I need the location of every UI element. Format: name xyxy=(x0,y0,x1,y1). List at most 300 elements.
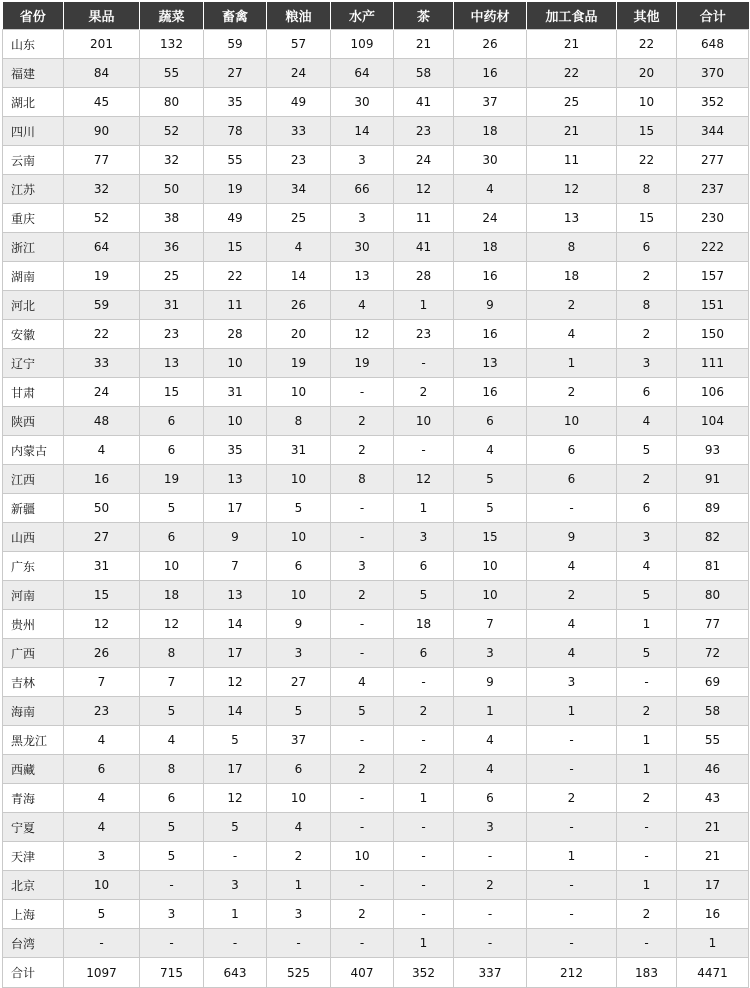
value-cell: 26 xyxy=(64,639,140,668)
value-cell: 14 xyxy=(204,697,267,726)
value-cell: 8 xyxy=(617,291,677,320)
value-cell: 52 xyxy=(64,204,140,233)
value-cell: - xyxy=(267,929,331,958)
value-cell: 18 xyxy=(527,262,617,291)
value-cell: 201 xyxy=(64,30,140,59)
value-cell: 10 xyxy=(617,88,677,117)
table-row xyxy=(3,784,749,813)
value-cell: 27 xyxy=(64,523,140,552)
value-cell: 15 xyxy=(617,117,677,146)
value-cell: 10 xyxy=(204,349,267,378)
value-cell: 23 xyxy=(64,697,140,726)
value-cell: 4 xyxy=(267,813,331,842)
value-cell: 19 xyxy=(64,262,140,291)
value-cell: 21 xyxy=(527,30,617,59)
province-cell: 福建 xyxy=(3,59,64,88)
value-cell: 2 xyxy=(267,842,331,871)
value-cell: 6 xyxy=(617,233,677,262)
value-cell: 11 xyxy=(204,291,267,320)
value-cell: 5 xyxy=(617,639,677,668)
province-cell: 甘肃 xyxy=(3,378,64,407)
value-cell: 3 xyxy=(454,639,527,668)
value-cell: 16 xyxy=(677,900,749,929)
value-cell: 4 xyxy=(64,726,140,755)
value-cell: 59 xyxy=(64,291,140,320)
value-cell: 5 xyxy=(617,436,677,465)
value-cell: 2 xyxy=(394,378,454,407)
value-cell: 12 xyxy=(140,610,204,639)
value-cell: 8 xyxy=(140,639,204,668)
value-cell: - xyxy=(527,929,617,958)
province-cell: 吉林 xyxy=(3,668,64,697)
value-cell: 18 xyxy=(140,581,204,610)
value-cell: 6 xyxy=(394,639,454,668)
table-row xyxy=(3,349,749,378)
value-cell: 15 xyxy=(454,523,527,552)
value-cell: 5 xyxy=(64,900,140,929)
value-cell: 344 xyxy=(677,117,749,146)
total-cell: 407 xyxy=(331,958,394,988)
value-cell: 21 xyxy=(677,813,749,842)
value-cell: - xyxy=(140,929,204,958)
total-cell: 525 xyxy=(267,958,331,988)
value-cell: 5 xyxy=(204,813,267,842)
value-cell: 81 xyxy=(677,552,749,581)
column-header: 中药材 xyxy=(454,2,527,30)
value-cell: - xyxy=(454,900,527,929)
value-cell: - xyxy=(394,813,454,842)
value-cell: 46 xyxy=(677,755,749,784)
value-cell: 2 xyxy=(527,378,617,407)
column-header: 粮油 xyxy=(267,2,331,30)
value-cell: 151 xyxy=(677,291,749,320)
total-row xyxy=(3,958,749,988)
value-cell: 5 xyxy=(617,581,677,610)
value-cell: - xyxy=(331,813,394,842)
value-cell: 7 xyxy=(140,668,204,697)
value-cell: 4 xyxy=(331,668,394,697)
value-cell: 41 xyxy=(394,88,454,117)
value-cell: 352 xyxy=(677,88,749,117)
value-cell: 16 xyxy=(64,465,140,494)
value-cell: 5 xyxy=(454,465,527,494)
value-cell: 52 xyxy=(140,117,204,146)
value-cell: 33 xyxy=(64,349,140,378)
value-cell: 35 xyxy=(204,436,267,465)
value-cell: 31 xyxy=(140,291,204,320)
value-cell: 23 xyxy=(394,117,454,146)
value-cell: 6 xyxy=(527,465,617,494)
province-cell: 天津 xyxy=(3,842,64,871)
value-cell: - xyxy=(331,929,394,958)
value-cell: 2 xyxy=(394,755,454,784)
value-cell: 14 xyxy=(267,262,331,291)
province-cell: 宁夏 xyxy=(3,813,64,842)
value-cell: 2 xyxy=(617,262,677,291)
value-cell: 6 xyxy=(140,784,204,813)
value-cell: 30 xyxy=(331,233,394,262)
table-row xyxy=(3,465,749,494)
value-cell: 3 xyxy=(331,146,394,175)
value-cell: 17 xyxy=(204,755,267,784)
value-cell: 14 xyxy=(331,117,394,146)
value-cell: 16 xyxy=(454,320,527,349)
value-cell: 9 xyxy=(454,668,527,697)
value-cell: 10 xyxy=(454,552,527,581)
table-row xyxy=(3,697,749,726)
value-cell: 37 xyxy=(454,88,527,117)
value-cell: 3 xyxy=(454,813,527,842)
column-header: 畜禽 xyxy=(204,2,267,30)
table-row xyxy=(3,581,749,610)
value-cell: 35 xyxy=(204,88,267,117)
value-cell: 23 xyxy=(267,146,331,175)
value-cell: 1 xyxy=(617,871,677,900)
value-cell: 50 xyxy=(64,494,140,523)
province-cell: 内蒙古 xyxy=(3,436,64,465)
value-cell: 64 xyxy=(64,233,140,262)
total-cell: 183 xyxy=(617,958,677,988)
value-cell: 30 xyxy=(331,88,394,117)
value-cell: 43 xyxy=(677,784,749,813)
value-cell: - xyxy=(331,610,394,639)
province-cell: 湖南 xyxy=(3,262,64,291)
value-cell: 6 xyxy=(140,436,204,465)
value-cell: 21 xyxy=(677,842,749,871)
province-cell: 黑龙江 xyxy=(3,726,64,755)
value-cell: 277 xyxy=(677,146,749,175)
value-cell: 4 xyxy=(331,291,394,320)
value-cell: 89 xyxy=(677,494,749,523)
value-cell: 77 xyxy=(677,610,749,639)
value-cell: 31 xyxy=(267,436,331,465)
value-cell: - xyxy=(617,668,677,697)
province-cell: 湖北 xyxy=(3,88,64,117)
value-cell: - xyxy=(617,929,677,958)
value-cell: 22 xyxy=(617,30,677,59)
table-row xyxy=(3,262,749,291)
value-cell: 3 xyxy=(527,668,617,697)
table-row xyxy=(3,175,749,204)
value-cell: 21 xyxy=(394,30,454,59)
value-cell: 77 xyxy=(64,146,140,175)
value-cell: 28 xyxy=(394,262,454,291)
value-cell: 36 xyxy=(140,233,204,262)
value-cell: 10 xyxy=(267,378,331,407)
value-cell: 10 xyxy=(394,407,454,436)
column-header: 水产 xyxy=(331,2,394,30)
province-cell: 青海 xyxy=(3,784,64,813)
value-cell: 109 xyxy=(331,30,394,59)
value-cell: 16 xyxy=(454,378,527,407)
value-cell: 5 xyxy=(140,494,204,523)
column-header: 茶 xyxy=(394,2,454,30)
value-cell: 3 xyxy=(331,204,394,233)
value-cell: 1 xyxy=(267,871,331,900)
value-cell: 22 xyxy=(204,262,267,291)
table-row xyxy=(3,755,749,784)
table-row xyxy=(3,494,749,523)
table-row xyxy=(3,233,749,262)
province-cell: 四川 xyxy=(3,117,64,146)
value-cell: 10 xyxy=(140,552,204,581)
value-cell: 22 xyxy=(617,146,677,175)
value-cell: - xyxy=(64,929,140,958)
value-cell: 20 xyxy=(617,59,677,88)
value-cell: 6 xyxy=(454,407,527,436)
table-row xyxy=(3,436,749,465)
value-cell: 6 xyxy=(140,523,204,552)
value-cell: 11 xyxy=(394,204,454,233)
value-cell: 132 xyxy=(140,30,204,59)
value-cell: 12 xyxy=(204,668,267,697)
value-cell: 25 xyxy=(267,204,331,233)
value-cell: - xyxy=(394,871,454,900)
table-row xyxy=(3,291,749,320)
value-cell: 15 xyxy=(140,378,204,407)
value-cell: 4 xyxy=(267,233,331,262)
table-row xyxy=(3,378,749,407)
value-cell: 2 xyxy=(617,320,677,349)
table-row xyxy=(3,726,749,755)
value-cell: 25 xyxy=(140,262,204,291)
value-cell: 157 xyxy=(677,262,749,291)
province-cell: 安徽 xyxy=(3,320,64,349)
value-cell: 8 xyxy=(331,465,394,494)
value-cell: 24 xyxy=(454,204,527,233)
value-cell: 17 xyxy=(204,494,267,523)
value-cell: 55 xyxy=(204,146,267,175)
value-cell: 17 xyxy=(677,871,749,900)
value-cell: 1 xyxy=(527,349,617,378)
province-cell: 山西 xyxy=(3,523,64,552)
value-cell: 57 xyxy=(267,30,331,59)
value-cell: 12 xyxy=(331,320,394,349)
value-cell: 2 xyxy=(617,697,677,726)
value-cell: 2 xyxy=(617,900,677,929)
value-cell: 28 xyxy=(204,320,267,349)
total-cell: 337 xyxy=(454,958,527,988)
table-row xyxy=(3,59,749,88)
value-cell: 6 xyxy=(617,494,677,523)
value-cell: 50 xyxy=(140,175,204,204)
value-cell: 10 xyxy=(454,581,527,610)
province-cell: 云南 xyxy=(3,146,64,175)
table-row xyxy=(3,407,749,436)
value-cell: 91 xyxy=(677,465,749,494)
province-cell: 贵州 xyxy=(3,610,64,639)
table-row xyxy=(3,610,749,639)
province-cell: 陕西 xyxy=(3,407,64,436)
table-row xyxy=(3,842,749,871)
table-row xyxy=(3,204,749,233)
value-cell: 12 xyxy=(64,610,140,639)
value-cell: 23 xyxy=(140,320,204,349)
value-cell: 1 xyxy=(527,697,617,726)
value-cell: 5 xyxy=(140,813,204,842)
value-cell: - xyxy=(527,726,617,755)
value-cell: 6 xyxy=(267,552,331,581)
total-label: 合计 xyxy=(3,958,64,988)
value-cell: 1 xyxy=(527,842,617,871)
value-cell: 25 xyxy=(527,88,617,117)
header-row xyxy=(3,2,749,30)
total-cell: 4471 xyxy=(677,958,749,988)
table-row xyxy=(3,523,749,552)
value-cell: 26 xyxy=(267,291,331,320)
value-cell: 80 xyxy=(677,581,749,610)
value-cell: 4 xyxy=(454,755,527,784)
value-cell: 237 xyxy=(677,175,749,204)
value-cell: 4 xyxy=(454,436,527,465)
value-cell: 16 xyxy=(454,262,527,291)
column-header: 其他 xyxy=(617,2,677,30)
value-cell: - xyxy=(140,871,204,900)
value-cell: 12 xyxy=(394,465,454,494)
value-cell: 8 xyxy=(617,175,677,204)
value-cell: 3 xyxy=(64,842,140,871)
value-cell: - xyxy=(394,668,454,697)
value-cell: 78 xyxy=(204,117,267,146)
value-cell: 9 xyxy=(454,291,527,320)
value-cell: 2 xyxy=(331,900,394,929)
value-cell: 13 xyxy=(140,349,204,378)
value-cell: 2 xyxy=(331,407,394,436)
value-cell: - xyxy=(394,842,454,871)
value-cell: 104 xyxy=(677,407,749,436)
value-cell: - xyxy=(331,871,394,900)
value-cell: 4 xyxy=(454,726,527,755)
value-cell: 3 xyxy=(204,871,267,900)
value-cell: - xyxy=(527,871,617,900)
value-cell: 90 xyxy=(64,117,140,146)
value-cell: 8 xyxy=(527,233,617,262)
value-cell: 22 xyxy=(64,320,140,349)
table-row xyxy=(3,813,749,842)
value-cell: 32 xyxy=(64,175,140,204)
value-cell: 13 xyxy=(204,465,267,494)
province-cell: 北京 xyxy=(3,871,64,900)
value-cell: 27 xyxy=(267,668,331,697)
value-cell: 6 xyxy=(454,784,527,813)
value-cell: 2 xyxy=(454,871,527,900)
value-cell: 4 xyxy=(454,175,527,204)
value-cell: 58 xyxy=(394,59,454,88)
total-cell: 352 xyxy=(394,958,454,988)
value-cell: 2 xyxy=(394,697,454,726)
value-cell: 5 xyxy=(454,494,527,523)
value-cell: 8 xyxy=(267,407,331,436)
value-cell: - xyxy=(527,813,617,842)
value-cell: 5 xyxy=(394,581,454,610)
total-cell: 212 xyxy=(527,958,617,988)
value-cell: 55 xyxy=(140,59,204,88)
value-cell: 10 xyxy=(267,465,331,494)
value-cell: 72 xyxy=(677,639,749,668)
province-cell: 重庆 xyxy=(3,204,64,233)
value-cell: 2 xyxy=(331,436,394,465)
value-cell: 69 xyxy=(677,668,749,697)
province-cell: 新疆 xyxy=(3,494,64,523)
value-cell: 9 xyxy=(527,523,617,552)
total-cell: 1097 xyxy=(64,958,140,988)
value-cell: 10 xyxy=(267,523,331,552)
column-header: 蔬菜 xyxy=(140,2,204,30)
province-category-table xyxy=(2,2,749,988)
value-cell: 82 xyxy=(677,523,749,552)
value-cell: 23 xyxy=(394,320,454,349)
value-cell: - xyxy=(331,494,394,523)
value-cell: 4 xyxy=(527,610,617,639)
column-header: 合计 xyxy=(677,2,749,30)
value-cell: 3 xyxy=(617,349,677,378)
province-cell: 浙江 xyxy=(3,233,64,262)
value-cell: 27 xyxy=(204,59,267,88)
value-cell: 1 xyxy=(394,494,454,523)
value-cell: 19 xyxy=(331,349,394,378)
value-cell: 150 xyxy=(677,320,749,349)
value-cell: 3 xyxy=(617,523,677,552)
value-cell: 49 xyxy=(204,204,267,233)
table-row xyxy=(3,146,749,175)
value-cell: 2 xyxy=(331,581,394,610)
value-cell: 10 xyxy=(331,842,394,871)
value-cell: 1 xyxy=(617,610,677,639)
value-cell: 14 xyxy=(204,610,267,639)
value-cell: 1 xyxy=(617,726,677,755)
value-cell: 19 xyxy=(140,465,204,494)
value-cell: 18 xyxy=(454,233,527,262)
value-cell: 4 xyxy=(617,407,677,436)
value-cell: 3 xyxy=(267,900,331,929)
value-cell: 26 xyxy=(454,30,527,59)
value-cell: 22 xyxy=(527,59,617,88)
province-cell: 台湾 xyxy=(3,929,64,958)
value-cell: 2 xyxy=(527,581,617,610)
value-cell: 12 xyxy=(527,175,617,204)
value-cell: 13 xyxy=(454,349,527,378)
value-cell: 31 xyxy=(204,378,267,407)
value-cell: 31 xyxy=(64,552,140,581)
value-cell: 6 xyxy=(527,436,617,465)
value-cell: 10 xyxy=(527,407,617,436)
value-cell: - xyxy=(454,929,527,958)
value-cell: 34 xyxy=(267,175,331,204)
value-cell: 58 xyxy=(677,697,749,726)
value-cell: 3 xyxy=(394,523,454,552)
province-cell: 西藏 xyxy=(3,755,64,784)
value-cell: 4 xyxy=(527,552,617,581)
value-cell: 3 xyxy=(267,639,331,668)
value-cell: 7 xyxy=(454,610,527,639)
value-cell: 15 xyxy=(617,204,677,233)
column-header: 加工食品 xyxy=(527,2,617,30)
value-cell: 41 xyxy=(394,233,454,262)
value-cell: 1 xyxy=(204,900,267,929)
table-row xyxy=(3,552,749,581)
value-cell: 1 xyxy=(617,755,677,784)
value-cell: - xyxy=(331,784,394,813)
value-cell: 370 xyxy=(677,59,749,88)
value-cell: 59 xyxy=(204,30,267,59)
value-cell: 20 xyxy=(267,320,331,349)
value-cell: 37 xyxy=(267,726,331,755)
value-cell: 648 xyxy=(677,30,749,59)
value-cell: 10 xyxy=(267,784,331,813)
value-cell: 49 xyxy=(267,88,331,117)
value-cell: - xyxy=(204,842,267,871)
value-cell: 84 xyxy=(64,59,140,88)
